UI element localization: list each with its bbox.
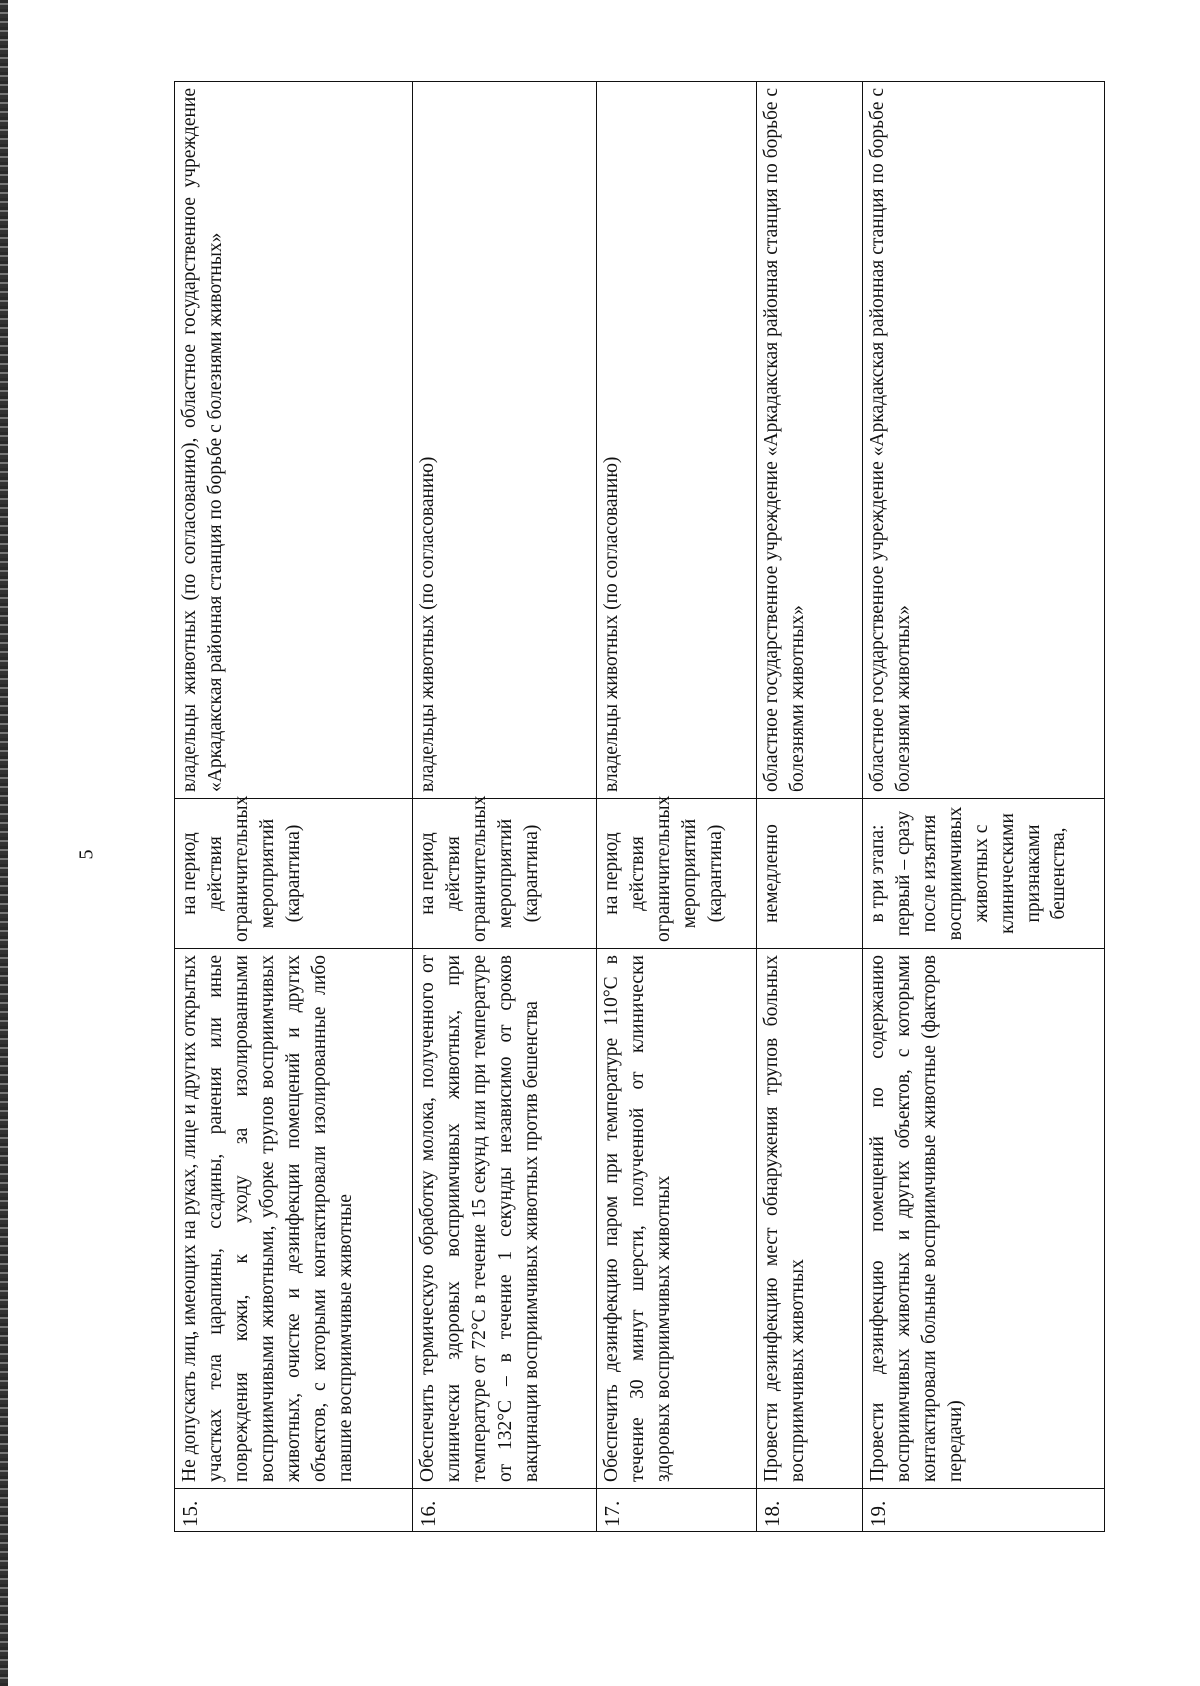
responsible-cell: областное государственное учреждение «Аркадакская районная станция по борьбе с болезнями животных» xyxy=(863,82,1105,799)
table-row xyxy=(175,82,413,1532)
table-row xyxy=(597,82,757,1532)
row-number: 19. xyxy=(863,1489,1105,1532)
action-cell: Обеспечить дезинфекцию паром при температуре 110°С в течение 30 минут шерсти, полученной от клинически здоровых восприимчивых животных xyxy=(597,949,757,1489)
responsible-cell: владельцы животных (по согласованию) xyxy=(597,82,757,799)
deadline-cell: на период действия ограничительных мероприятий (карантина) xyxy=(597,799,757,949)
row-number: 18. xyxy=(757,1489,863,1532)
action-cell: Провести дезинфекцию помещений по содержанию восприимчивых животных и других объектов, с которыми контактировали больные восприимчивые животные (факторов передачи) xyxy=(863,949,1105,1489)
table-row xyxy=(413,82,597,1532)
row-number: 16. xyxy=(413,1489,597,1532)
deadline-cell: на период действия ограничительных мероприятий (карантина) xyxy=(175,799,413,949)
row-number: 15. xyxy=(175,1489,413,1532)
responsible-cell: областное государственное учреждение «Аркадакская районная станция по борьбе с болезнями животных» xyxy=(757,82,863,799)
rotated-table-wrapper xyxy=(174,82,1104,1532)
responsible-cell: владельцы животных (по согласованию), областное государственное учреждение «Аркадакская районная станция по борьбе с болезнями животных» xyxy=(175,82,413,799)
action-cell: Не допускать лиц, имеющих на руках, лице и других открытых участках тела царапины, ссадины, ранения или иные повреждения кожи, к уходу за изолированными восприимчивыми животными, уборке трупов восприимчивых животных, очистке и дезинфекции помещений и других объектов, с которыми контактировали изолированные либо павшие восприимчивые животные xyxy=(175,949,413,1489)
page-number: 5 xyxy=(75,849,98,860)
row-number: 17. xyxy=(597,1489,757,1532)
responsible-cell: владельцы животных (по согласованию) xyxy=(413,82,597,799)
scan-edge xyxy=(0,0,8,1686)
action-cell: Обеспечить термическую обработку молока, полученного от клинически здоровых восприимчивых животных, при температуре от 72°С в течение 15 секунд или при температуре от 132°С – в течение 1 секунды независимо от сроков вакцинации восприимчивых животных против бешенства xyxy=(413,949,597,1489)
deadline-cell: на период действия ограничительных мероприятий (карантина) xyxy=(413,799,597,949)
action-cell: Провести дезинфекцию мест обнаружения трупов больных восприимчивых животных xyxy=(757,949,863,1489)
deadline-cell: немедленно xyxy=(757,799,863,949)
deadline-cell: в три этапа: первый – сразу после изъятия восприимчивых животных с клиническими признаками бешенства, xyxy=(863,799,1105,949)
measures-table xyxy=(174,81,1105,1532)
table-row xyxy=(757,82,863,1532)
table-row xyxy=(863,82,1105,1532)
